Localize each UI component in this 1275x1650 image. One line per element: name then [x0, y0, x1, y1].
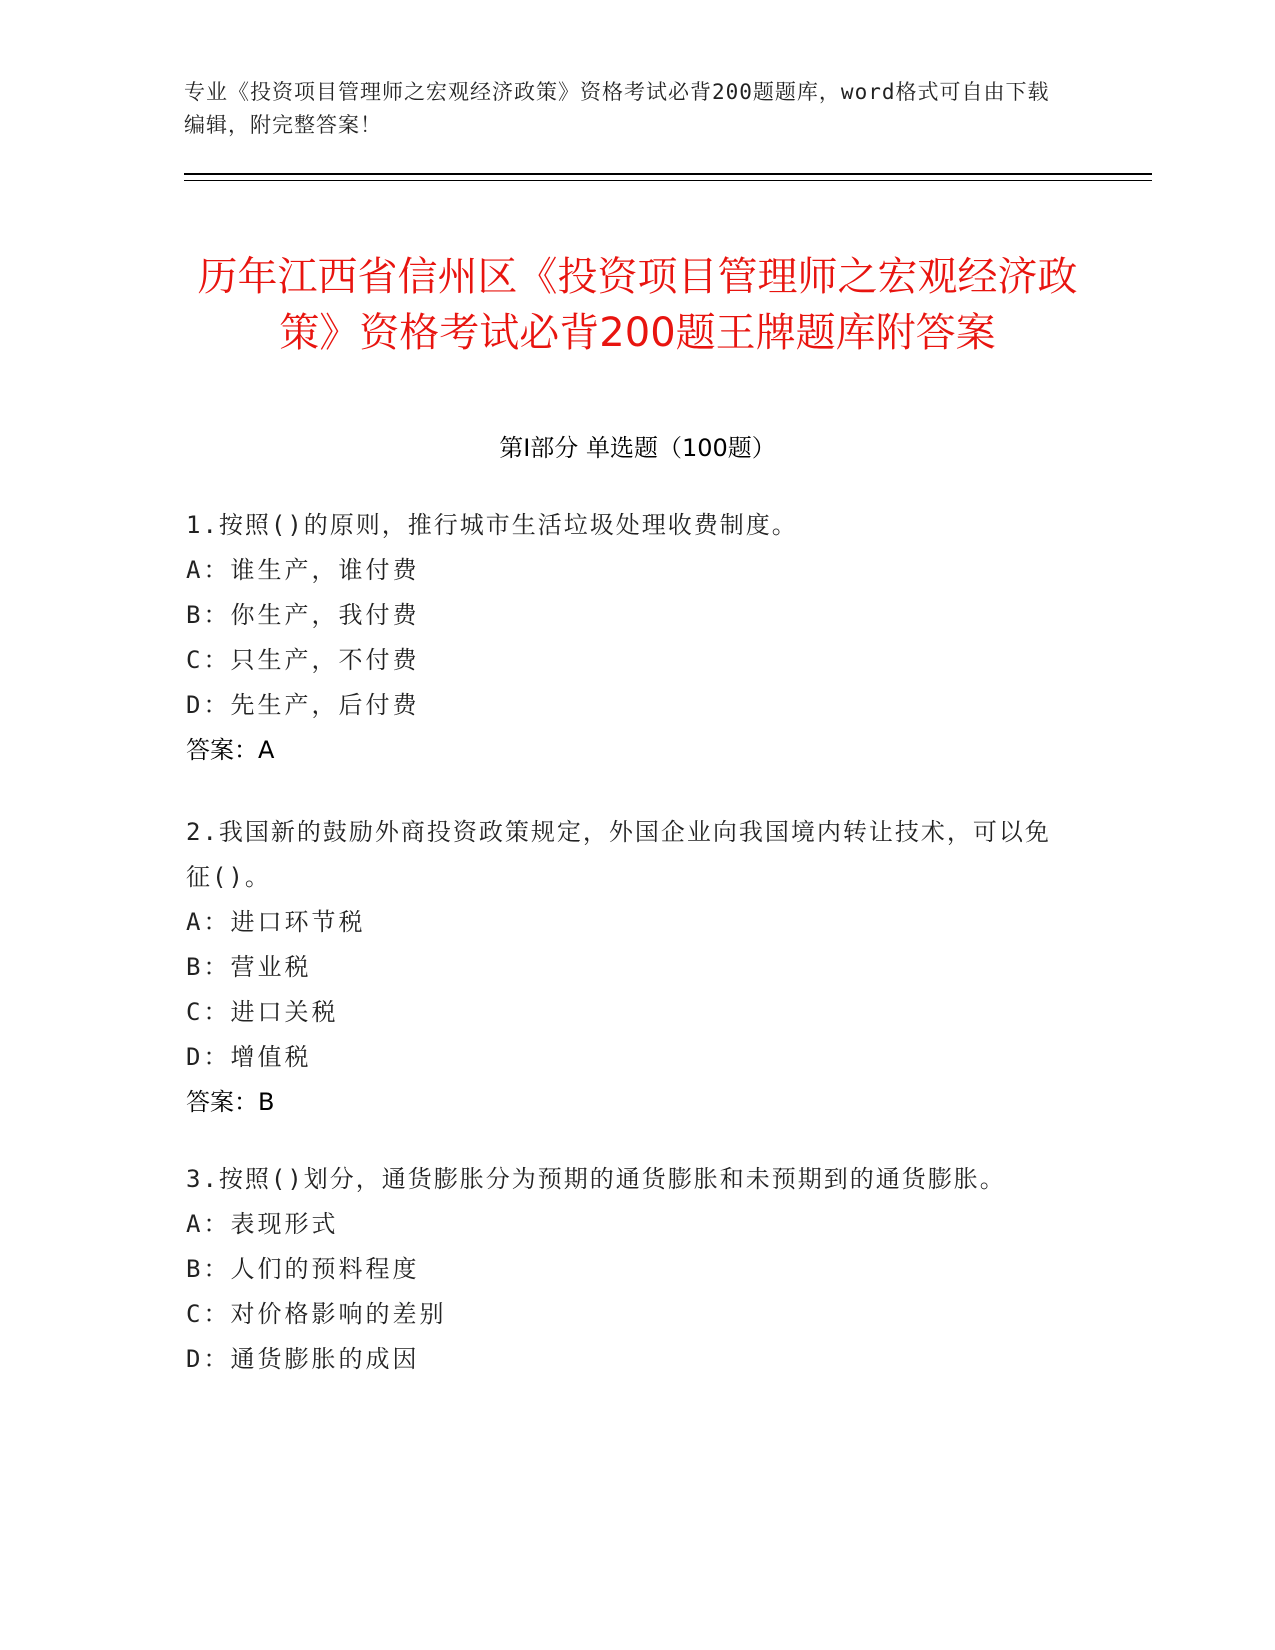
question-stem: 2.我国新的鼓励外商投资政策规定，外国企业向我国境内转让技术，可以免征()。 [186, 818, 1051, 891]
option-a: A：表现形式 [186, 1210, 339, 1238]
section-heading: 第Ⅰ部分 单选题（100题） [499, 434, 776, 462]
option-a: A：谁生产，谁付费 [186, 556, 420, 584]
option-b: B：营业税 [186, 953, 312, 981]
option-b: B：你生产，我付费 [186, 601, 420, 629]
header-divider-thick [184, 173, 1152, 175]
option-b: B：人们的预料程度 [186, 1255, 420, 1283]
option-c: C：只生产，不付费 [186, 646, 420, 674]
option-c: C：进口关税 [186, 998, 339, 1026]
question-1 [186, 503, 1066, 773]
header-note: 专业《投资项目管理师之宏观经济政策》资格考试必背200题题库，word格式可自由下载编辑，附完整答案！ [184, 80, 1050, 137]
question-stem: 3.按照()划分，通货膨胀分为预期的通货膨胀和未预期到的通货膨胀。 [186, 1165, 1006, 1193]
option-a: A：进口环节税 [186, 908, 366, 936]
option-d: D：增值税 [186, 1043, 312, 1071]
question-stem: 1.按照()的原则，推行城市生活垃圾处理收费制度。 [186, 511, 798, 539]
answer: 答案：B [186, 1088, 275, 1116]
document-title: 历年江西省信州区《投资项目管理师之宏观经济政策》资格考试必背200题王牌题库附答案 [197, 253, 1078, 356]
option-c: C：对价格影响的差别 [186, 1300, 447, 1328]
question-2 [186, 810, 1066, 1125]
option-d: D：先生产，后付费 [186, 691, 420, 719]
question-3 [186, 1157, 1066, 1382]
header-divider-thin [184, 180, 1152, 181]
answer: 答案：A [186, 736, 275, 764]
option-d: D：通货膨胀的成因 [186, 1345, 420, 1373]
